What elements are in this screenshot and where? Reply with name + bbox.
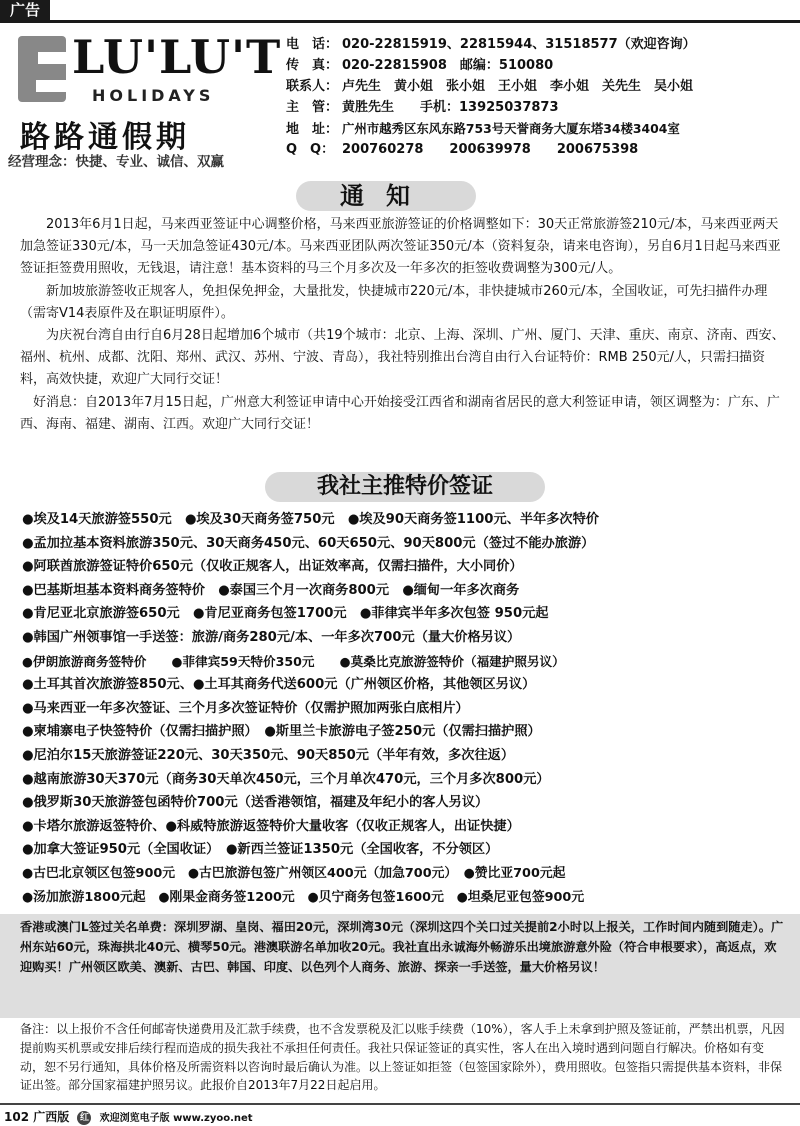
contact-info: [286, 34, 796, 160]
list-item: ●古巴北京领区包签900元 ●古巴旅游包签广州领区400元（加急700元） ●赞比亚700元起: [22, 865, 566, 881]
page-footer: [4, 1108, 253, 1125]
notice-paragraph: 为庆祝台湾自由行自6月28日起增加6个城市（共19个城市：北京、上海、深圳、广州、厦门、天津、重庆、南京、济南、西安、福州、杭州、成都、沈阳、郑州、武汉、苏州、宁波、青岛），我社特别推出台湾自由行入台证特价：RMB 250元/人，只需扫描资料，高效快捷，欢迎广大同行交证！: [20, 328, 785, 388]
logo-holidays: HOLIDAYS: [92, 86, 215, 105]
logo-chinese-name: 路路通假期: [20, 120, 190, 155]
list-item: ●阿联酋旅游签证特价650元（仅收正规客人，出证效率高，仅需扫描件，大小同价）: [22, 559, 523, 575]
list-item: ●柬埔寨电子快签特价（仅需扫描护照） ●斯里兰卡旅游电子签250元（仅需扫描护照）: [22, 724, 541, 740]
list-item: ●马来西亚一年多次签证、三个月多次签证特价（仅需护照加两张白底相片）: [22, 700, 469, 716]
list-item: ●尼泊尔15天旅游签证220元、30天350元、90天850元（半年有效，多次往返）: [22, 747, 515, 763]
notice-paragraph: 好消息：自2013年7月15日起，广州意大利签证申请中心开始接受江西省和湖南省居民的意大利签证申请，领区调整为：广东、广西、海南、福建、湖南、江西。欢迎广大同行交证！: [20, 394, 780, 432]
list-item: ●土耳其首次旅游签850元、●土耳其商务代送600元（广州领区价格，其他领区另议）: [22, 677, 536, 693]
list-item: ●埃及14天旅游签550元 ●埃及30天商务签750元 ●埃及90天商务签1100元、半年多次特价: [22, 512, 599, 527]
notice-paragraph: 2013年6月1日起，马来西亚签证中心调整价格，马来西亚旅游签证的价格调整如下：30天正常旅游签210元/本，马来西亚两天加急签证330元/本，马一天加急签证430元/本。马来西亚团队两次签证350元/本（资料复杂，请来电咨询），另自6月1日起马来西亚签证拒签费用照收，无钱退，请注意！基本资料的马三个月多次及一年多次的拒签收费调整为300元/人。: [20, 217, 781, 277]
top-divider: [0, 20, 800, 23]
list-item: ●俄罗斯30天旅游签包函特价700元（送香港领馆，福建及年纪小的客人另议）: [22, 795, 489, 811]
edition-label: 广西版: [33, 1110, 70, 1124]
list-item: ●汤加旅游1800元起 ●刚果金商务签1200元 ●贝宁商务包签1600元 ●坦桑尼亚包签900元: [22, 889, 585, 905]
qq-row: Q Q： 200760278 200639978 200675398: [286, 142, 639, 157]
list-item: ●韩国广州领事馆一手送签：旅游/商务280元/本、一年多次700元（量大价格另议）: [22, 629, 521, 645]
contacts-row: 联系人： 卢先生 黄小姐 张小姐 王小姐 李小姐 关先生 吴小姐: [286, 79, 694, 94]
fax-row: 传 真： 020-22815908 邮编：510080: [286, 58, 554, 73]
notice-title: 通知: [296, 181, 476, 211]
contacts-value: 卢先生 黄小姐 张小姐 王小姐 李小姐 关先生 吴小姐: [342, 79, 694, 94]
phone-row: 电 话： 020-22815919、22815944、31518577（欢迎咨询）: [286, 37, 696, 52]
list-item: ●伊朗旅游商务签特价 ●菲律宾59天特价350元 ●莫桑比克旅游签特价（福建护照另议）: [22, 653, 565, 669]
page-number: 102: [4, 1110, 30, 1124]
list-item: ●肯尼亚北京旅游签650元 ●肯尼亚商务包签1700元 ●菲律宾半年多次包签 950元起: [22, 606, 549, 622]
address-row: 地 址： 广州市越秀区东风东路753号天誉商务大厦东塔34楼3404室: [286, 121, 680, 137]
list-item: ●越南旅游30天370元（商务30天单次450元，三个月单次470元，三个月多次800元）: [22, 771, 550, 787]
notice-body: [20, 214, 790, 436]
manager-value: 黄胜先生 手机：13925037873: [342, 100, 559, 115]
list-item: ●卡塔尔旅游返签特价、●科威特旅游返签特价大量收客（仅收正规客人，出证快捷）: [22, 818, 520, 834]
logo-s-mark-icon: [18, 36, 66, 102]
manager-row: 主 管： 黄胜先生 手机：13925037873: [286, 100, 559, 115]
specials-title: 我社主推特价签证: [265, 472, 545, 502]
fax-value: 020-22815908 邮编：510080: [342, 58, 554, 73]
list-item: ●加拿大签证950元（全国收证） ●新西兰签证1350元（全国收客，不分领区）: [22, 842, 499, 858]
address-value: 广州市越秀区东风东路753号天誉商务大厦东塔34楼3404室: [342, 121, 680, 136]
remarks: 备注：以上报价不含任何邮寄快递费用及汇款手续费，也不含发票税及汇以账手续费（10%），客人手上未拿到护照及签证前，严禁出机票，凡因提前购买机票或安排后续行程而造成的损失我社不承担任何责任。我社只保证签证的真实性，客人在出入境时遇到问题自行解决。价格如有变动，恕不另行通知，具体价格及所需资料以咨询时最后确认为准。以上签证如拒签（包签国家除外），费用照收。包签指只需提供基本资料，非保证出签。部分国家福建护照另议。此报价自2013年7月22日起启用。: [20, 1022, 785, 1093]
list-item: ●巴基斯坦基本资料商务签特价 ●泰国三个月一次商务800元 ●缅甸一年多次商务: [22, 582, 520, 598]
brand-icon: 红: [77, 1111, 91, 1125]
logo-name: LU'LU'T: [72, 30, 282, 84]
notice-paragraph: 新加坡旅游签收正规客人，免担保免押金，大量批发，快捷城市220元/本，非快捷城市260元/本，全国收证，可先扫描件办理（需寄V14表原件及在职证明原件）。: [20, 283, 768, 321]
specials-list: [22, 508, 792, 909]
logo-slogan: 经营理念：快捷、专业、诚信、双赢: [8, 154, 224, 170]
ad-label: 广告: [0, 0, 50, 20]
website-text: 欢迎浏览电子版 www.zyoo.net: [99, 1113, 253, 1124]
hk-macau-text: 香港或澳门L签过关名单费：深圳罗湖、皇岗、福田20元，深圳湾30元（深圳这四个关口过关提前2小时以上报关，工作时间内随到随走）。广州东站60元，珠海拱北40元、横琴50元。港澳联游名单加收20元。我社直出永诚海外畅游乐出境旅游意外险（符合申根要求），高返点，欢迎购买！广州领区欧美、澳新、古巴、韩国、印度、以色列个人商务、旅游、探亲一手送签，量大价格另议！: [20, 920, 784, 974]
qq-value: 200760278 200639978 200675398: [342, 142, 639, 157]
bottom-divider: [0, 1103, 800, 1105]
phone-value: 020-22815919、22815944、31518577（欢迎咨询）: [342, 37, 696, 52]
company-logo: [6, 30, 281, 180]
list-item: ●孟加拉基本资料旅游350元、30天商务450元、60天650元、90天800元（签过不能办旅游）: [22, 535, 595, 551]
